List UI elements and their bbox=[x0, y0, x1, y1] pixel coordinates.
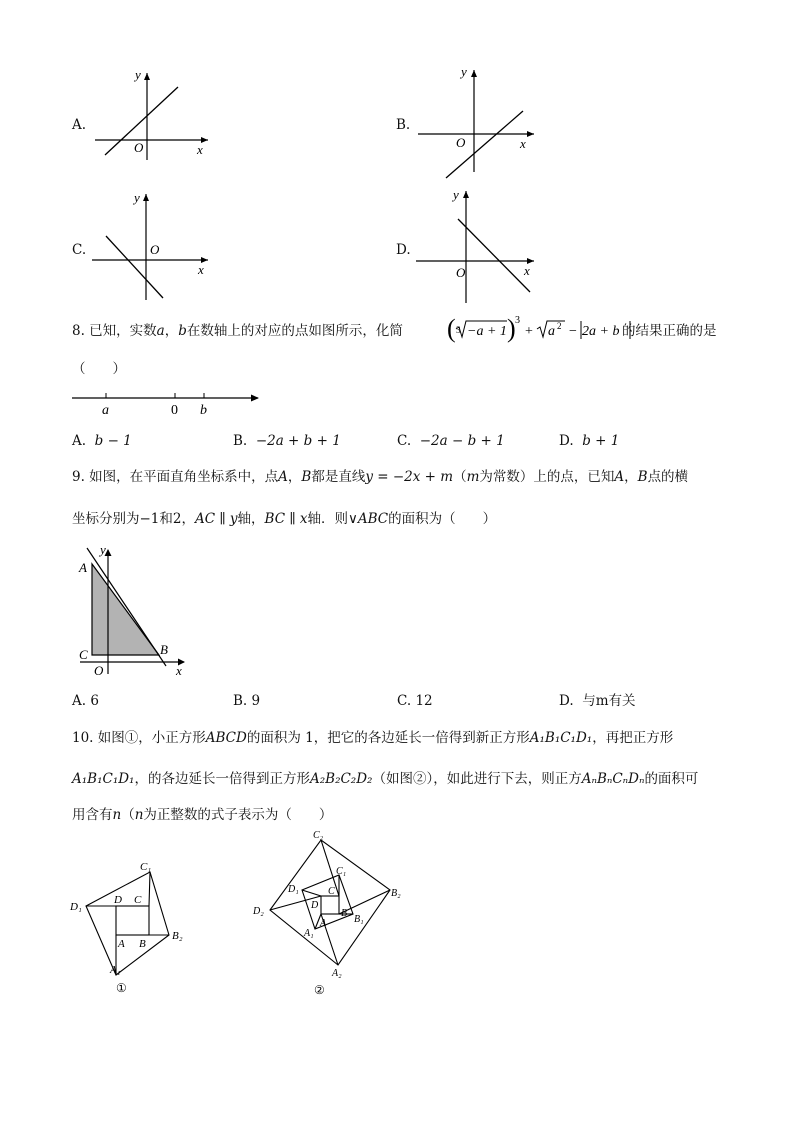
graph-d bbox=[410, 185, 540, 307]
svg-text:y: y bbox=[134, 190, 140, 205]
svg-text:3: 3 bbox=[515, 315, 520, 326]
svg-text:D₁: D₁ bbox=[288, 884, 299, 895]
svg-text:+: + bbox=[525, 324, 533, 339]
q8-option-a[interactable]: A. b − 1 bbox=[72, 433, 132, 449]
svg-text:C: C bbox=[328, 886, 335, 897]
svg-text:C₁: C₁ bbox=[140, 861, 152, 873]
svg-text:B₂: B₂ bbox=[391, 888, 401, 899]
svg-text:(: ( bbox=[447, 314, 456, 343]
q9-option-a[interactable]: A. 6 bbox=[72, 693, 99, 709]
svg-text:A₁: A₁ bbox=[110, 964, 121, 976]
svg-text:0: 0 bbox=[171, 403, 178, 418]
svg-text:B: B bbox=[341, 908, 348, 919]
option-c-label[interactable]: C. bbox=[72, 242, 87, 258]
svg-text:O: O bbox=[134, 140, 144, 155]
q9-option-c[interactable]: C. 12 bbox=[397, 693, 433, 709]
q10-stem-line3: 用含有n（n为正整数的式子表示为（ ） bbox=[72, 807, 333, 823]
svg-text:B₁: B₁ bbox=[354, 914, 364, 925]
svg-text:D: D bbox=[114, 894, 122, 906]
svg-text:−: − bbox=[569, 324, 577, 339]
q10-stem-line2: A₁B₁C₁D₁，的各边延长一倍得到正方形A₂B₂C₂D₂（如图②），如此进行下去，则正方AₙBₙCₙDₙ的面积可 bbox=[72, 771, 699, 787]
svg-text:3: 3 bbox=[456, 325, 461, 335]
svg-text:x: x bbox=[524, 263, 530, 278]
svg-text:A: A bbox=[118, 938, 125, 950]
svg-text:B: B bbox=[139, 938, 146, 950]
q8-number-line bbox=[68, 388, 268, 418]
svg-text:y: y bbox=[461, 64, 467, 79]
svg-text:a: a bbox=[102, 403, 109, 418]
option-b-label[interactable]: B. bbox=[396, 117, 411, 133]
q8-option-d[interactable]: D. b + 1 bbox=[559, 433, 620, 449]
q8-option-c[interactable]: C. −2a − b + 1 bbox=[397, 433, 505, 449]
q9-stem-line1: 9. 如图，在平面直角坐标系中，点A，B都是直线y = −2x + m（m为常数）上的点，已知A，B点的横 bbox=[72, 469, 689, 485]
svg-text:①: ① bbox=[116, 981, 127, 995]
svg-text:C₁: C₁ bbox=[336, 866, 347, 877]
q8-stem: 8. 已知，实数a，b在数轴上的对应的点如图所示，化简 bbox=[72, 323, 403, 339]
graph-a bbox=[90, 65, 220, 165]
q9-figure bbox=[72, 540, 202, 678]
svg-text:O: O bbox=[456, 135, 466, 150]
svg-text:y: y bbox=[453, 187, 459, 202]
svg-text:x: x bbox=[520, 136, 526, 151]
svg-text:A₁: A₁ bbox=[304, 928, 314, 939]
svg-text:B₂: B₂ bbox=[172, 930, 183, 942]
q8-option-b[interactable]: B. −2a + b + 1 bbox=[233, 433, 341, 449]
svg-text:B: B bbox=[160, 642, 168, 657]
svg-text:2: 2 bbox=[557, 321, 562, 331]
svg-text:a: a bbox=[548, 324, 555, 339]
q10-figure-2 bbox=[248, 826, 418, 1002]
q9-option-d[interactable]: D. 与m有关 bbox=[559, 693, 636, 709]
svg-text:): ) bbox=[507, 314, 516, 343]
svg-text:O: O bbox=[94, 663, 104, 678]
q10-stem-line1: 10. 如图①，小正方形ABCD的面积为 1，把它的各边延长一倍得到新正方形A₁B₁C₁D₁，再把正方形 bbox=[72, 730, 674, 746]
svg-text:A: A bbox=[320, 918, 327, 929]
graph-b bbox=[410, 62, 540, 182]
svg-text:O: O bbox=[150, 242, 160, 257]
svg-text:D: D bbox=[311, 900, 319, 911]
svg-text:②: ② bbox=[314, 983, 325, 997]
option-d-label[interactable]: D. bbox=[396, 242, 411, 258]
svg-text:O: O bbox=[456, 265, 466, 280]
svg-text:b: b bbox=[200, 403, 207, 418]
svg-text:A: A bbox=[79, 560, 87, 575]
svg-text:D₂: D₂ bbox=[253, 906, 264, 917]
option-a-label[interactable]: A. bbox=[72, 117, 87, 133]
svg-text:x: x bbox=[198, 262, 204, 277]
svg-text:x: x bbox=[197, 142, 203, 157]
q8-answer-paren: （ ） bbox=[72, 361, 126, 377]
q9-option-b[interactable]: B. 9 bbox=[233, 693, 261, 709]
svg-text:A₂: A₂ bbox=[332, 968, 342, 979]
q9-stem-line2: 坐标分别为−1和2，AC ∥ y轴，BC ∥ x轴．则∨ABC的面积为（ ） bbox=[72, 511, 497, 527]
q8-stem-tail: 的结果正确的是 bbox=[622, 323, 717, 339]
svg-text:C: C bbox=[79, 647, 88, 662]
svg-text:D₁: D₁ bbox=[70, 901, 82, 913]
svg-text:C: C bbox=[134, 894, 142, 906]
svg-text:2a + b: 2a + b bbox=[582, 324, 620, 339]
svg-text:−a + 1: −a + 1 bbox=[467, 324, 507, 339]
svg-text:y: y bbox=[100, 542, 106, 557]
q10-figure-1 bbox=[68, 858, 196, 998]
svg-text:C₂: C₂ bbox=[313, 830, 324, 841]
graph-c bbox=[88, 188, 218, 308]
svg-text:y: y bbox=[135, 67, 141, 82]
svg-text:x: x bbox=[176, 663, 182, 678]
